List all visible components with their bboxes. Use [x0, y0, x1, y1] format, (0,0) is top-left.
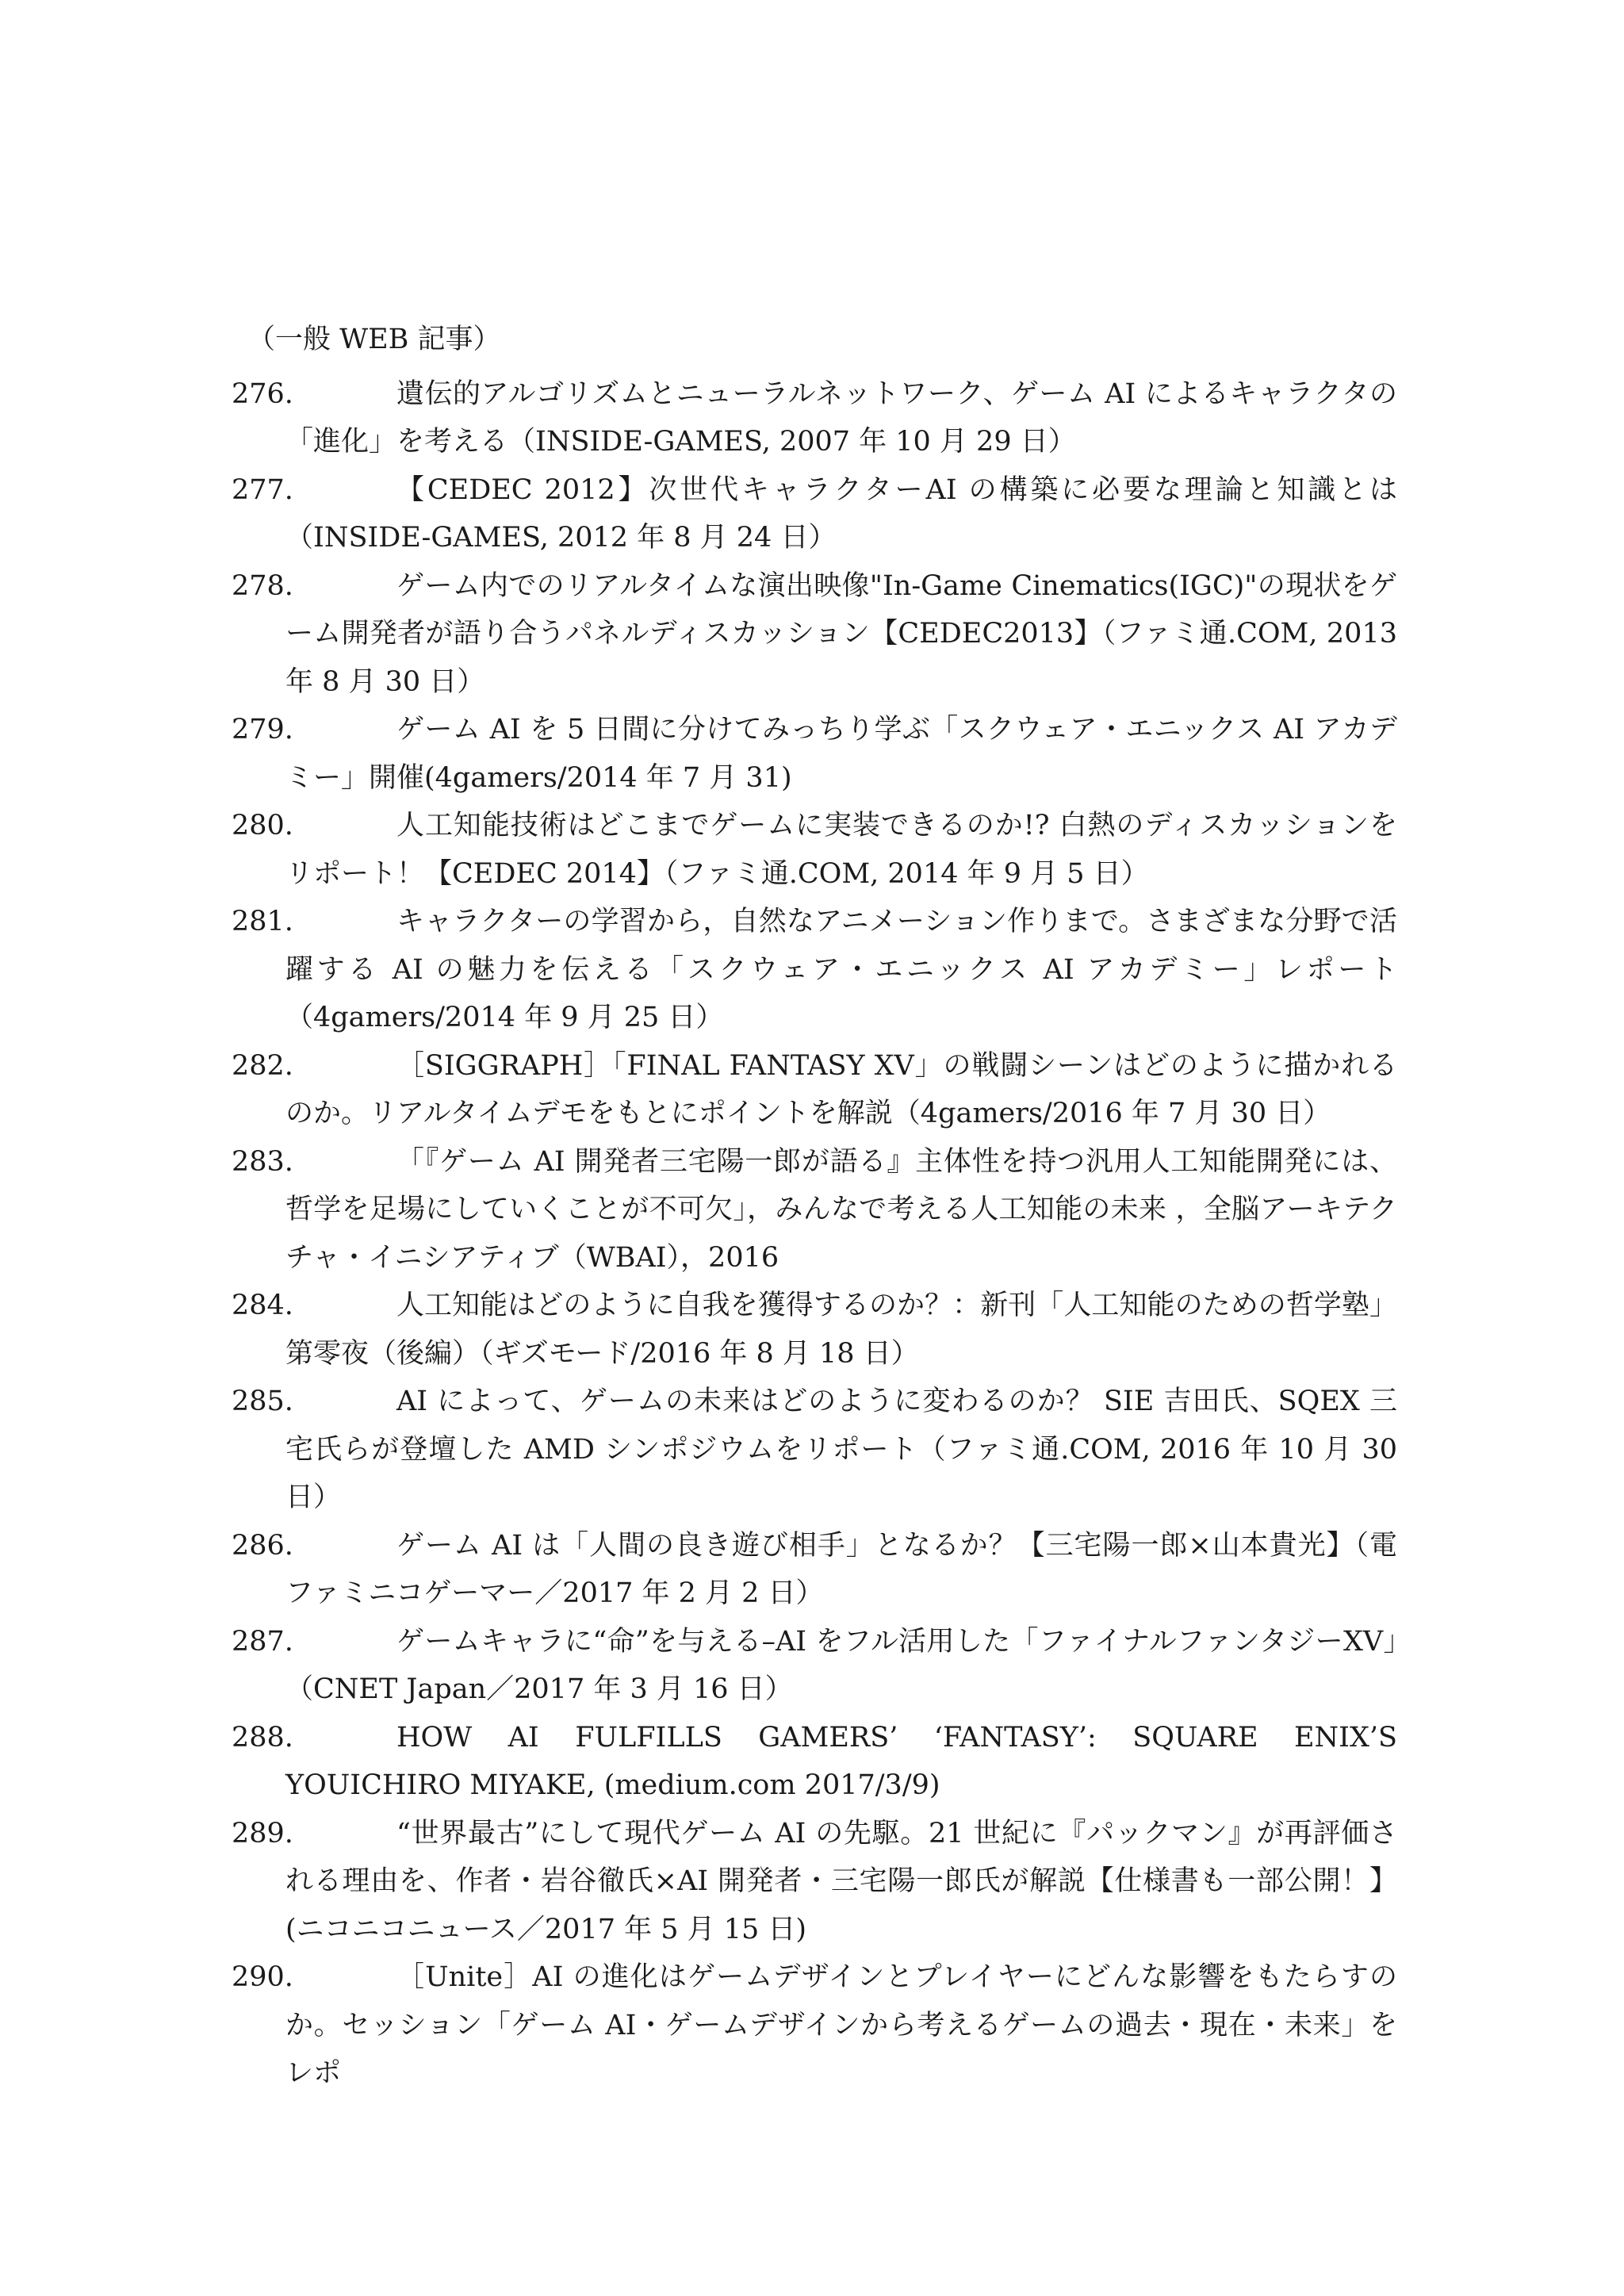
reference-number: 282. — [232, 1049, 293, 1082]
reference-item — [232, 370, 1397, 466]
reference-number: 277. — [232, 473, 293, 506]
reference-item — [232, 1618, 1397, 1714]
reference-number: 279. — [232, 714, 293, 746]
reference-number: 281. — [232, 906, 293, 937]
reference-number: 287. — [232, 1625, 293, 1658]
reference-text: ［SIGGRAPH］「FINAL FANTASY XV」の戦闘シーンはどのように描かれるのか。リアルタイムデモをもとにポイントを解説（4gamers/2016 年 7 月 30 日） — [285, 1049, 1397, 1129]
reference-text: ゲーム内でのリアルタイムな演出映像"In-Game Cinematics(IGC)"の現状をゲーム開発者が語り合うパネルディスカッション【CEDEC2013】（ファミ通.COM, 2013 年 8 月 30 日） — [285, 569, 1397, 698]
reference-text: 【CEDEC 2012】次世代キャラクターAI の構築に必要な理論と知識とは（INSIDE-GAMES, 2012 年 8 月 24 日） — [285, 473, 1397, 554]
reference-item — [232, 898, 1397, 1042]
reference-item — [232, 1953, 1397, 2098]
reference-number: 285. — [232, 1386, 293, 1417]
reference-text: ゲームキャラに“命”を与える–AI をフル活用した「ファイナルファンタジーXV」（CNET Japan／2017 年 3 月 16 日） — [285, 1625, 1397, 1705]
reference-item — [232, 562, 1397, 707]
reference-number: 284. — [232, 1290, 293, 1321]
reference-item — [232, 1714, 1397, 1810]
reference-number: 288. — [232, 1721, 293, 1754]
reference-number: 283. — [232, 1145, 293, 1178]
reference-text: ［Unite］AI の進化はゲームデザインとプレイヤーにどんな影響をもたらすのか。セッション「ゲーム AI・ゲームデザインから考えるゲームの過去・現在・未来」をレポ — [285, 1961, 1397, 2089]
reference-number: 278. — [232, 569, 293, 602]
reference-text: HOW AI FULFILLS GAMERS’ ‘FANTASY’: SQUARE ENIX’S YOUICHIRO MIYAKE, (medium.com 2017/3/9) — [285, 1721, 1397, 1801]
reference-text: AI によって、ゲームの未来はどのように変わるのか？ SIE 吉田氏、SQEX 三宅氏らが登壇した AMD シンポジウムをリポート（ファミ通.COM, 2016 年 10 月 30 日） — [285, 1386, 1397, 1513]
reference-list — [232, 370, 1397, 2098]
document-page — [232, 316, 1397, 2098]
reference-item — [232, 1522, 1397, 1618]
reference-text: ゲーム AI を 5 日間に分けてみっちり学ぶ「スクウェア・エニックス AI アカデミー」開催(4gamers/2014 年 7 月 31) — [285, 714, 1397, 794]
reference-item — [232, 1282, 1397, 1378]
reference-text: 遺伝的アルゴリズムとニューラルネットワーク、ゲーム AI によるキャラクタの「進化」を考える（INSIDE-GAMES, 2007 年 10 月 29 日） — [285, 378, 1397, 458]
reference-number: 280. — [232, 810, 293, 841]
reference-item — [232, 1810, 1397, 1954]
reference-number: 290. — [232, 1961, 293, 1993]
reference-text: キャラクターの学習から，自然なアニメーション作りまで。さまざまな分野で活躍する AI の魅力を伝える「スクウェア・エニックス AI アカデミー」レポート（4gamers/2014 年 9 月 25 日） — [285, 906, 1397, 1033]
reference-text: “世界最古”にして現代ゲーム AI の先駆。21 世紀に『パックマン』が再評価される理由を、作者・岩谷徹氏×AI 開発者・三宅陽一郎氏が解説【仕様書も一部公開！】(ニコニコニュース／2017 年 5 月 15 日) — [285, 1817, 1397, 1945]
reference-text: ゲーム AI は「人間の良き遊び相手」となるか？【三宅陽一郎×山本貴光】（電ファミニコゲーマー／2017 年 2 月 2 日） — [285, 1529, 1397, 1609]
reference-item — [232, 466, 1397, 562]
reference-item — [232, 802, 1397, 898]
reference-number: 289. — [232, 1817, 293, 1849]
section-heading: （一般 WEB 記事） — [247, 324, 501, 355]
reference-number: 286. — [232, 1529, 293, 1562]
reference-item — [232, 706, 1397, 802]
reference-item — [232, 1138, 1397, 1282]
reference-text: 人工知能はどのように自我を獲得するのか？：新刊「人工知能のための哲学塾」第零夜（後編）（ギズモード/2016 年 8 月 18 日） — [285, 1290, 1397, 1370]
reference-item — [232, 1378, 1397, 1522]
reference-text: 「『ゲーム AI 開発者三宅陽一郎が語る』主体性を持つ汎用人工知能開発には、哲学を足場にしていくことが不可欠」，みんなで考える人工知能の未来 ，全脳アーキテクチャ・イニシアティブ（WBAI），2016 — [285, 1145, 1397, 1274]
reference-text: 人工知能技術はどこまでゲームに実装できるのか!? 白熱のディスカッションをリポート！【CEDEC 2014】（ファミ通.COM, 2014 年 9 月 5 日） — [285, 810, 1397, 890]
reference-item — [232, 1042, 1397, 1138]
reference-number: 276. — [232, 378, 293, 410]
